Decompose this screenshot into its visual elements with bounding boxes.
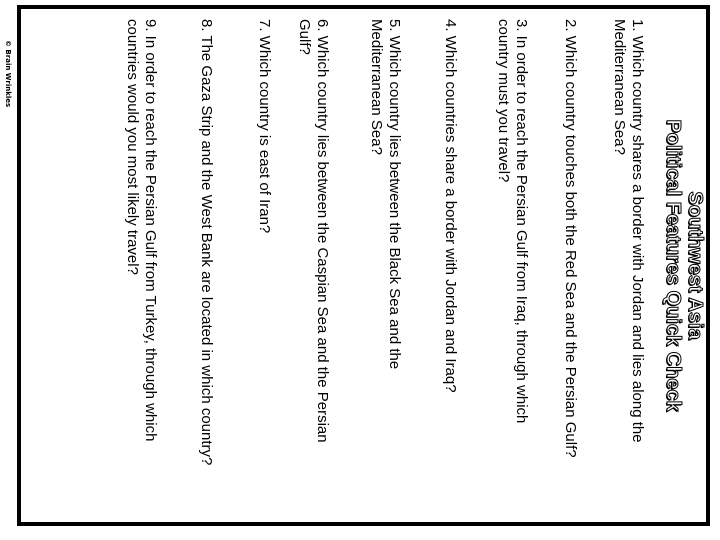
- question-3: 3. In order to reach the Persian Gulf from Iraq, through which country must you travel?: [495, 19, 530, 424]
- copyright-strip: [2, 0, 14, 540]
- rotated-sheet: [29, 9, 710, 522]
- question-8: 8. The Gaza Strip and the West Bank are located in which country?: [198, 19, 215, 466]
- question-2: 2. Which country touches both the Red Sea and the Persian Gulf?: [562, 19, 579, 458]
- question-9: 9. In order to reach the Persian Gulf from Turkey, through which countries would you most likely travel?: [124, 19, 159, 442]
- worksheet-frame: [17, 5, 710, 526]
- question-5: 5. Which country lies between the Black Sea and the Mediterranean Sea?: [368, 19, 403, 370]
- title-line-2: Political Features Quick Check: [662, 119, 684, 412]
- title-line-1: Southwest Asia: [684, 191, 706, 340]
- question-7: 7. Which country is east of Iran?: [256, 19, 273, 234]
- worksheet-title: [662, 9, 706, 522]
- question-1: 1. Which country shares a border with Jordan and lies along the Mediterranean Sea?: [611, 19, 646, 443]
- question-6: 6. Which country lies between the Caspian Sea and the Persian Gulf?: [296, 19, 331, 443]
- question-4: 4. Which countries share a border with Jordan and Iraq?: [442, 19, 459, 393]
- copyright-text: © Brain Wrinkles: [4, 40, 12, 108]
